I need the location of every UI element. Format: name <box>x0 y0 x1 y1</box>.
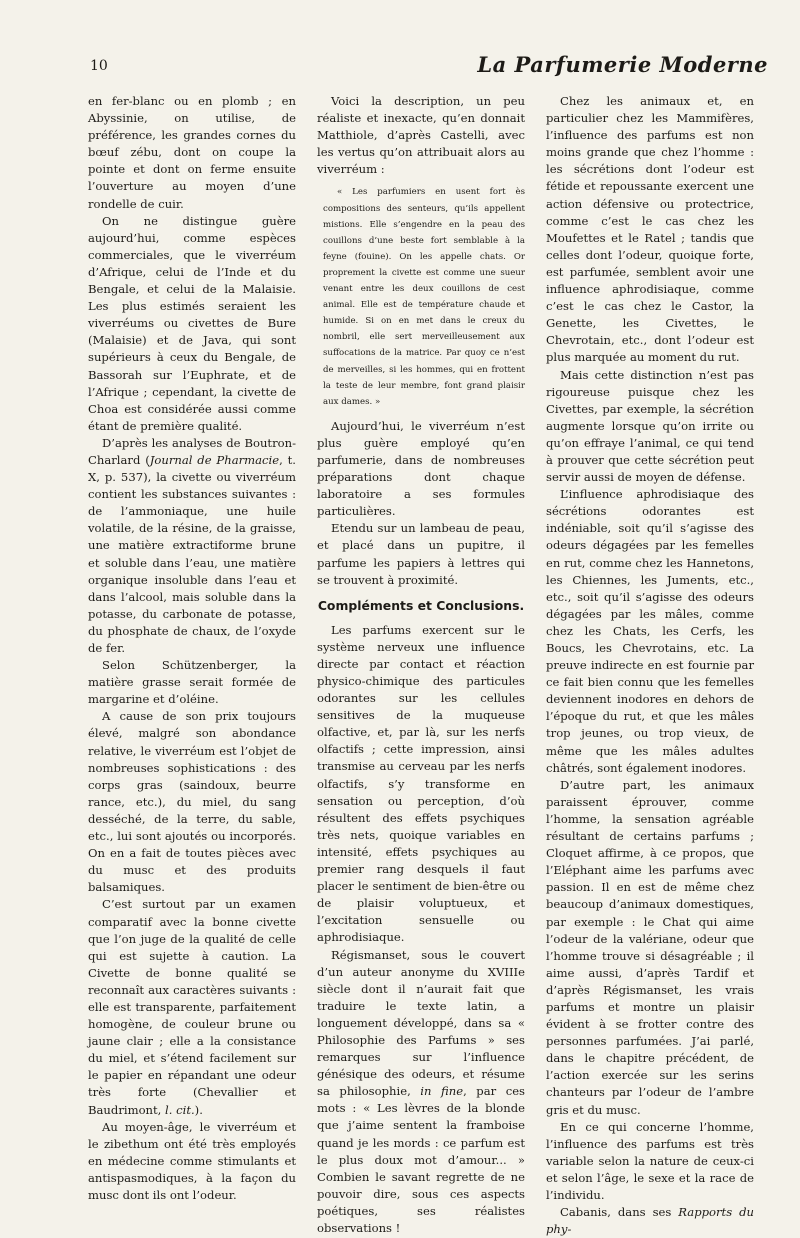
text-run: D’après les analyses de Boutron-Charlard ( <box>88 435 296 467</box>
text-run: C’est surtout par un examen comparatif avec la bonne civette que l’on juge de la qualité de celle qui est sujette à caution. La Civette de bonne qualité se reconnaît aux caractères suivants : elle est transparente, parfaitement homogène, de couleur brune ou jaune clair ; elle a la consistance du miel, et s’étend facilement sur le papier en répandant une odeur très forte (Chevallier et Baudrimont, <box>88 897 296 1117</box>
paragraph: Au moyen-âge, le viverréum et le zibethum ont été très employés en médecine comme stimulants et antispasmodiques, à la façon du musc dont ils ont l’odeur. <box>88 1119 296 1202</box>
paragraph: Chez les animaux et, en particulier chez les Mammifères, l’influence des parfums est non moins grande que chez l’homme : les sécrétions dont l’odeur est fétide et repoussante exercent une action défensive ou protectrice, comme c’est le cas chez les Moufettes et le Ratel ; tandis que celles dont l’odeur, quoique forte, est parfumée, semblent avoir une influence aphrodisiaque, comme c’est le cas chez le Castor, la Genette, les Civettes, le Chevrotain, etc., dont l’odeur est plus marquée au moment du rut. <box>546 94 754 365</box>
paragraph: Voici la description, un peu réaliste et inexacte, qu’en donnait Matthiole, d’après Castelli, avec les vertus qu’on attribuait alors au viverréum : <box>317 94 525 177</box>
paragraph: Etendu sur un lambeau de peau, et placé dans un pupitre, il parfume les papiers à lettres qui se trouvent à proximité. <box>317 521 525 587</box>
latin-phrase: in fine <box>420 1084 464 1099</box>
text-run: Régismanset, sous le couvert d’un auteur anonyme du XVIIIe siècle dont il n’aurait fait que traduire le texte latin, a longuement développé, dans sa « Philosophie des Parfums » ses remarques sur l’influence génésique des odeurs, et résume sa philosophie, <box>317 947 525 1099</box>
paragraph: On ne distingue guère aujourd’hui, comme espèces commerciales, que le viverréum d’Afrique, celui de l’Inde et du Bengale, et celui de la Malaisie. Les plus estimés seraient les viverréums ou civettes de Bure (Malaisie) et de Java, qui sont supérieurs à ceux du Bengale, de Bassorah sur l’Euphrate, et de l’Afrique ; cependant, la civette de Choa est considérée aussi comme étant de première qualité. <box>88 213 296 433</box>
book-title: Rapports du phy- <box>546 1205 754 1237</box>
paragraph: en fer-blanc ou en plomb ; en Abyssinie, on utilise, de préférence, les grandes cornes du bœuf zébu, dont on coupe la pointe et dont on ferme ensuite l’ouverture au moyen d’une rondelle de cuir. <box>88 94 296 211</box>
paragraph: Les parfums exercent sur le système nerveux une influence directe par contact et réaction physico-chimique des particules odorantes sur les cellules sensitives de la muqueuse olfactive, et, par là, sur les nerfs olfactifs ; cette impression, ainsi transmise au cerveau par les nerfs olfactifs, s’y transforme en sensation ou perception, d’où résultent des effets psychiques très nets, quoique variables en intensité, effets psychiques au premier rang desquels il faut placer le sentiment de bien-être ou de plaisir voluptueux, et l’excitation sensuelle ou aphrodisiaque. <box>317 622 525 945</box>
block-quote: « Les parfumiers en usent fort ès compositions des senteurs, qu’ils appellent mistions. Elle s’engendre en la peau des couillons d’une beste fort semblable à la feyne (fouine). On les appelle chats. Or proprement la civette est comme une sueur venant entre les deux couillons de cest animal. Elle est de température chaude et humide. Si on en met dans le creux du nombril, elle sert merveilleusement aux suffocations de la matrice. Par quoy ce n’est de merveilles, si les hommes, qui en frottent la teste de leur membre, font grand plaisir aux dames. » <box>323 187 525 407</box>
citation: l. cit. <box>165 1102 195 1117</box>
paragraph: En ce qui concerne l’homme, l’influence des parfums est très variable selon la nature de ceux-ci et selon l’âge, le sexe et la race de l’individu. <box>546 1119 754 1202</box>
text-run: , t. X, p. 537), la civette ou viverréum contient les substances suivantes : de l’ammoniaque, une huile volatile, de la résine, de la graisse, une matière extractiforme brune et soluble dans l’eau, une matière organique insoluble dans l’eau et dans l’alcool, mais soluble dans la potasse, du carbonate de potasse, du phosphate de chaux, de l’oxyde de fer. <box>88 452 296 655</box>
text-run: Cabanis, dans ses <box>560 1205 679 1220</box>
text-run: , par ces mots : « Les lèvres de la blonde que j’aime sentent la framboise quand je les mords : ce parfum est le plus doux mot d’amour... » Combien le savant regrette de ne pouvoir dire, sous ces aspects poétiques, ses réalistes observations ! <box>317 1084 526 1235</box>
running-title: La Parfumerie Moderne <box>477 52 768 77</box>
column-1 <box>88 93 296 1238</box>
paragraph <box>546 1204 754 1238</box>
paragraph: A cause de son prix toujours élevé, malgré son abondance relative, le viverréum est l’objet de nombreuses sophistications : des corps gras (saindoux, beurre rance, etc.), du miel, du sang desséché, de la terre, du sable, etc., lui sont ajoutés ou incorporés. On en a fait de toutes pièces avec du musc et des produits balsamiques. <box>88 709 296 895</box>
paragraph <box>88 435 296 657</box>
journal-title: Journal de Pharmacie <box>149 452 280 467</box>
paragraph <box>317 947 525 1238</box>
text-columns <box>88 93 778 1238</box>
paragraph: Selon Schützenberger, la matière grasse serait formée de margarine et d’oléine. <box>88 658 296 707</box>
text-run: ). <box>194 1102 203 1117</box>
column-3 <box>546 93 754 1238</box>
section-heading: Compléments et Conclusions. <box>317 597 525 613</box>
paragraph: Aujourd’hui, le viverréum n’est plus guère employé qu’en parfumerie, dans de nombreuses préparations dont chaque laboratoire a ses formules particulières. <box>317 418 525 519</box>
paragraph: L’influence aphrodisiaque des sécrétions odorantes est indéniable, soit qu’il s’agisse des odeurs dégagées par les femelles en rut, comme chez les Hannetons, les Chiennes, les Juments, etc., etc., soit qu’il s’agisse des odeurs dégagées par les mâles, comme chez les Chats, les Cerfs, les Boucs, les Chevrotains, etc. La preuve indirecte en est fournie par ce fait bien connu que les femelles deviennent inodores en dehors de l’époque du rut, et que les mâles trop jeunes, ou trop vieux, de même que les mâles adultes châtrés, sont également inodores. <box>546 487 754 775</box>
paragraph: D’autre part, les animaux paraissent éprouver, comme l’homme, la sensation agréable résultant de certains parfums ; Cloquet affirme, à ce propos, que l’Eléphant aime les parfums avec passion. Il en est de même chez beaucoup d’animaux domestiques, par exemple : le Chat qui aime l’odeur de la valériane, odeur que l’homme trouve si désagréable ; il aime aussi, d’après Tardif et d’après Régismanset, les vrais parfums et montre un plaisir évident à se frotter contre des personnes parfumées. J’ai parlé, dans le chapitre précédent, de l’action exercée sur les serins chanteurs par l’odeur de l’ambre gris et du musc. <box>546 777 754 1117</box>
paragraph <box>88 896 296 1118</box>
page-number: 10 <box>90 58 108 74</box>
column-2 <box>317 93 525 1238</box>
paragraph: Mais cette distinction n’est pas rigoureuse puisque chez les Civettes, par exemple, la sécrétion augmente lorsque qu’on irrite ou qu’on effraye l’animal, ce qui tend à prouver que cette sécrétion peut servir aussi de moyen de défense. <box>546 367 754 485</box>
